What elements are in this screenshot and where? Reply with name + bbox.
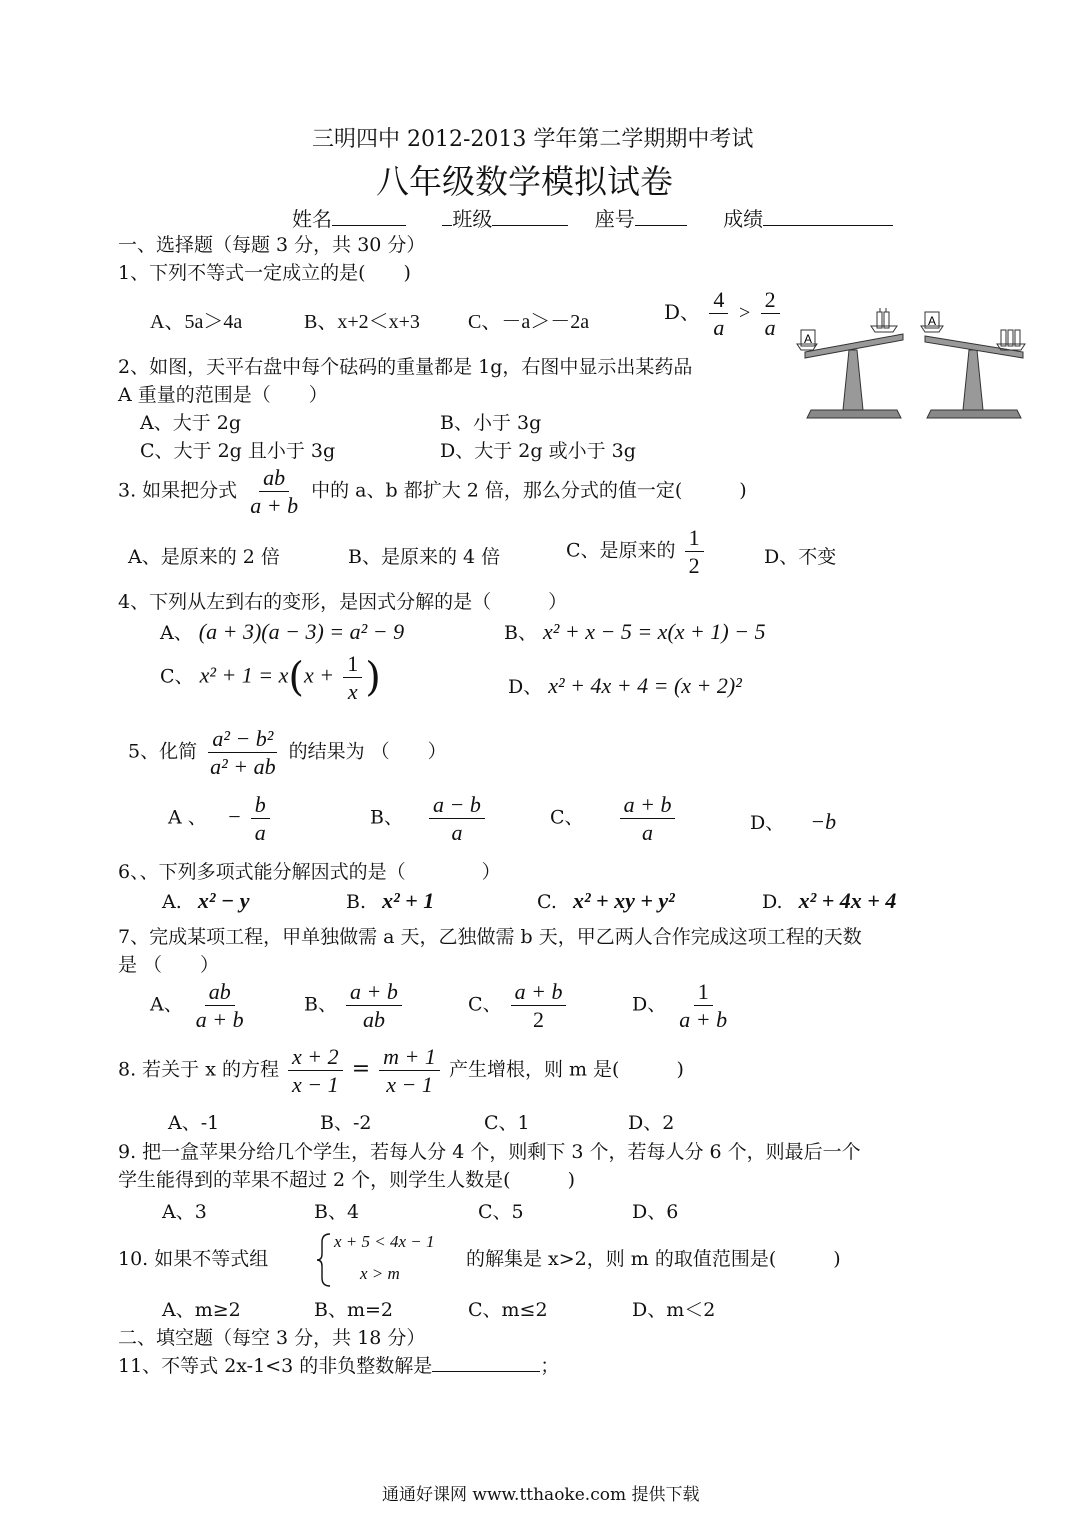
q7-d-label: D、 [632,993,667,1016]
q7-stem-line1: 7、完成某项工程，甲单独做需 a 天，乙独做需 b 天，甲乙两人合作完成这项工程的天数 [118,926,862,948]
q7-a-label: A、 [150,993,183,1016]
q2-option-a[interactable]: A、大于 2g [140,412,242,434]
svg-text:A: A [804,332,813,346]
q1-option-c[interactable]: C、－a＞－2a [468,311,590,333]
q5-option-a[interactable] [168,793,273,844]
q5-b-label: B、 [370,806,403,829]
q4-d-label: D、 [508,676,543,698]
q6-option-a[interactable] [162,888,250,914]
q6-a-label: A. [162,891,182,913]
q5-pre: 5、化简 [128,740,198,763]
q3-post: 中的 a、b 都扩大 2 倍，那么分式的值一定( ) [311,479,747,502]
exam-title: 八年级数学模拟试卷 [376,162,673,201]
q1-d-frac-right: $\frac{2}{a}$ [761,288,780,339]
section2-title: 二、填空题（每空 3 分，共 18 分） [118,1327,426,1349]
q5-option-c[interactable] [550,793,678,844]
q11-answer-blank[interactable] [432,1353,540,1372]
section1-title: 一、选择题（每题 3 分，共 30 分） [118,234,426,256]
q10-inequality-2: x > m [360,1264,400,1283]
q5-stem [128,727,447,778]
svg-text:A: A [928,314,937,328]
q7-c-fraction: $\frac{a + b}{2}$ [511,980,567,1031]
q11-stem [118,1351,559,1378]
q2-option-b[interactable]: B、小于 3g [440,412,542,434]
q7-c-label: C、 [468,993,502,1016]
q4-option-c[interactable] [160,652,381,703]
q7-option-c[interactable] [468,980,569,1031]
q3-option-a[interactable]: A、是原来的 2 倍 [128,546,280,568]
q10-option-b[interactable]: B、m=2 [314,1299,393,1321]
q7-d-fraction: $\frac{1}{a + b}$ [679,979,728,1033]
q7-b-fraction: $\frac{a + b}{ab}$ [346,980,402,1031]
q4-c-paren-open: ( [288,654,305,701]
q5-d-expr: −b [810,809,837,834]
q8-post: 产生增根，则 m 是( ) [448,1058,684,1081]
name-blank[interactable] [332,207,406,226]
q1-d-label: D、 [664,300,701,325]
q4-option-a[interactable] [160,618,404,645]
q2-option-c[interactable]: C、大于 2g 且小于 3g [140,440,336,462]
q10-option-c[interactable]: C、m≤2 [468,1299,548,1321]
q11-end: ； [540,1355,560,1377]
q4-stem: 4、下列从左到右的变形，是因式分解的是（ ） [118,591,568,613]
q9-option-a[interactable]: A、3 [162,1201,207,1223]
q7-option-d[interactable] [632,980,734,1031]
q9-stem-line1: 9. 把一盒苹果分给几个学生，若每人分 4 个，则剩下 3 个，若每人分 6 个，则最后一个 [118,1141,861,1163]
spacer-blank [442,207,452,226]
q2-option-d[interactable]: D、大于 2g 或小于 3g [440,440,636,462]
q3-option-d[interactable]: D、不变 [764,546,837,568]
q8-left-fraction: $\frac{x + 2}{x - 1}$ [288,1045,343,1096]
student-info-row [292,203,893,232]
balance-scale-figure [793,300,1033,425]
name-label: 姓名 [292,207,332,231]
q8-option-a[interactable]: A、-1 [168,1112,220,1134]
q9-option-d[interactable]: D、6 [632,1201,679,1223]
q4-option-b[interactable] [504,618,766,645]
score-label: 成绩 [723,207,764,231]
q8-option-c[interactable]: C、1 [484,1112,530,1134]
q1-d-frac-left: $\frac{4}{a}$ [709,288,728,339]
q4-b-expr: x² + x − 5 = x(x + 1) − 5 [543,619,766,644]
q6-option-b[interactable] [346,888,434,914]
q11-text: 11、不等式 2x-1<3 的非负整数解是 [118,1355,433,1377]
q4-option-d[interactable] [508,672,742,699]
q3-pre: 3. 如果把分式 [118,479,238,502]
q7-option-b[interactable] [304,980,405,1031]
q3-c-fraction: $\frac{1}{2}$ [685,526,704,577]
q8-option-d[interactable]: D、2 [628,1112,675,1134]
q4-c-label: C、 [160,665,194,688]
q10-brace [316,1232,332,1288]
q5-c-fraction: $\frac{a + b}{a}$ [620,793,676,844]
q6-c-label: C. [537,891,557,913]
left-balance [797,308,903,418]
q7-stem-line2: 是 （ ） [118,954,220,976]
q5-c-label: C、 [550,806,584,829]
class-blank[interactable] [492,207,568,226]
q4-d-expr: x² + 4x + 4 = (x + 2)² [548,673,742,698]
q3-fraction: $\frac{ab}{a + b}$ [250,465,299,519]
q7-option-a[interactable] [150,980,251,1031]
q1-option-d[interactable] [664,288,783,339]
seat-label: 座号 [594,207,635,231]
q6-option-d[interactable] [762,888,896,914]
q6-d-expr: x² + 4x + 4 [798,888,897,913]
q4-c-left: x² + 1 = x [199,662,289,688]
q9-option-b[interactable]: B、4 [314,1201,360,1223]
q4-a-expr: (a + 3)(a − 3) = a² − 9 [198,619,405,644]
q6-c-expr: x² + xy + y² [572,888,675,913]
q6-stem: 6、、下列多项式能分解因式的是（ ） [118,861,501,883]
q6-b-expr: x² + 1 [382,888,435,913]
q3-option-b[interactable]: B、是原来的 4 倍 [348,546,501,568]
q4-c-fraction: $\frac{1}{x}$ [343,652,362,703]
q5-post: 的结果为 （ ） [288,740,447,763]
q6-d-label: D. [762,891,783,913]
seat-blank[interactable] [635,207,687,226]
q5-a-label: A 、 [168,806,207,829]
right-balance [921,312,1025,418]
q10-option-d[interactable]: D、m＜2 [632,1299,716,1321]
q10-inequality-1: x + 5 < 4x − 1 [334,1232,435,1251]
q2-stem-line1: 2、如图，天平右盘中每个砝码的重量都是 1g，右图中显示出某药品 [118,356,693,378]
q5-option-d[interactable] [750,808,836,835]
school-title: 三明四中 2012-2013 学年第二学期期中考试 [312,127,754,152]
q8-equals: = [351,1056,371,1082]
q1-d-op: > [737,302,752,325]
score-blank[interactable] [763,207,893,226]
q6-b-label: B. [346,891,367,913]
footer-text: 通通好课网 www.tthaoke.com 提供下载 [382,1485,700,1505]
q3-stem [118,466,747,517]
q6-option-c[interactable] [537,888,675,914]
q5-b-fraction: $\frac{a - b}{a}$ [429,793,485,844]
q3-c-text: C、是原来的 [566,539,676,562]
q10-option-a[interactable]: A、m≥2 [162,1299,241,1321]
q1-option-a[interactable]: A、5a＞4a [150,311,243,333]
q4-c-inner: x + [304,662,335,688]
q5-option-b[interactable] [370,793,488,844]
q8-stem [118,1045,684,1096]
q9-stem-line2: 学生能得到的苹果不超过 2 个，则学生人数是( ) [118,1169,575,1191]
q1-option-b[interactable]: B、x+2＜x+3 [304,311,420,333]
q5-d-label: D、 [750,812,785,834]
q1-stem: 1、下列不等式一定成立的是( ) [118,262,411,284]
q7-a-fraction: $\frac{ab}{a + b}$ [195,979,244,1033]
q10-post: 的解集是 x>2，则 m 的取值范围是( ) [466,1248,841,1270]
q8-option-b[interactable]: B、-2 [320,1112,372,1134]
q5-a-sign: − [226,803,242,829]
q4-c-paren-close: ) [365,654,381,701]
q4-b-label: B、 [504,622,537,644]
q7-b-label: B、 [304,993,337,1016]
class-label: 班级 [452,207,493,231]
q10-pre: 10. 如果不等式组 [118,1248,269,1270]
q9-option-c[interactable]: C、5 [478,1201,524,1223]
q3-option-c[interactable] [566,526,707,577]
q8-right-fraction: $\frac{m + 1}{x - 1}$ [379,1045,440,1096]
q4-a-label: A、 [160,622,193,644]
q6-a-expr: x² − y [197,888,250,913]
q5-fraction: $\frac{\text{a² − b²}}{\text{a² + ab}}$ [210,726,276,780]
q5-a-fraction: $\frac{b}{a}$ [251,793,270,844]
q8-pre: 8. 若关于 x 的方程 [118,1058,279,1081]
q2-stem-line2: A 重量的范围是（ ） [118,384,328,406]
